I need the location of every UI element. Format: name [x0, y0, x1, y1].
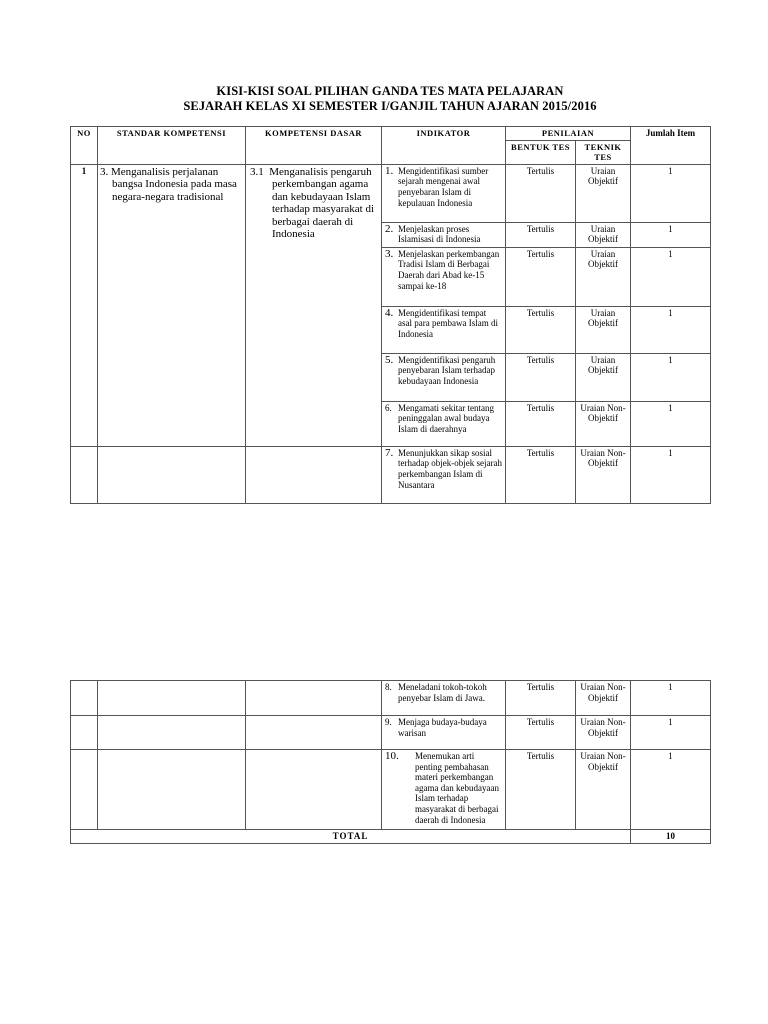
empty-cell	[98, 750, 246, 830]
indicator-text: Mengidentifikasi sumber sejarah mengenai awal penyebaran Islam di kepulauan Indonesia	[398, 165, 489, 208]
indicator-text: Menjaga budaya-budaya warisan	[398, 717, 487, 738]
teknik-tes-cell: Uraian Non-Objektif	[576, 446, 631, 503]
bentuk-tes-cell: Tertulis	[506, 164, 576, 222]
indicator-9	[382, 716, 506, 750]
standar-kompetensi-cell	[98, 164, 246, 446]
total-label: TOTAL	[71, 830, 631, 844]
teknik-tes-cell: Uraian Non-Objektif	[576, 716, 631, 750]
indicator-5	[382, 353, 506, 401]
bentuk-tes-cell: Tertulis	[506, 716, 576, 750]
teknik-tes-cell: Uraian Objektif	[576, 247, 631, 306]
teknik-tes-cell: Uraian Objektif	[576, 222, 631, 247]
indicator-number: 6.	[385, 402, 392, 413]
header-indikator: INDIKATOR	[382, 127, 506, 165]
row-number: 1	[71, 164, 98, 446]
jumlah-item-cell: 1	[631, 681, 711, 716]
jumlah-item-cell: 1	[631, 750, 711, 830]
indicator-8	[382, 681, 506, 716]
indicator-text: Mengamati sekitar tentang peninggalan awal budaya Islam di daerahnya	[398, 402, 494, 434]
indicator-2	[382, 222, 506, 247]
bentuk-tes-cell: Tertulis	[506, 446, 576, 503]
jumlah-item-cell: 1	[631, 353, 711, 401]
jumlah-item-cell: 1	[631, 164, 711, 222]
kompetensi-dasar-cell	[246, 164, 382, 446]
indicator-number: 2.	[385, 222, 394, 235]
standar-number: 3.	[100, 165, 109, 178]
header-teknik-tes: TEKNIK TES	[576, 140, 631, 164]
bentuk-tes-cell: Tertulis	[506, 750, 576, 830]
document-title-line-2: SEJARAH KELAS XI SEMESTER I/GANJIL TAHUN AJARAN 2015/2016	[183, 99, 597, 113]
bentuk-tes-cell: Tertulis	[506, 353, 576, 401]
teknik-tes-cell: Uraian Objektif	[576, 164, 631, 222]
indicator-text: Mengidentifikasi tempat asal para pembawa Islam di Indonesia	[398, 307, 498, 339]
header-penilaian: PENILAIAN	[506, 127, 631, 141]
kompetensi-text: Menganalisis pengaruh perkembangan agama dan kebudayaan Islam terhadap masyarakat di berbagai daerah di Indonesia	[269, 165, 375, 241]
indicator-6	[382, 401, 506, 446]
total-value: 10	[631, 830, 711, 844]
jumlah-item-cell: 1	[631, 222, 711, 247]
bentuk-tes-cell: Tertulis	[506, 401, 576, 446]
indicator-text: Mengidentifikasi pengaruh penyebaran Islam terhadap kebudayaan Indonesia	[398, 354, 496, 386]
empty-cell	[246, 750, 382, 830]
header-kompetensi-dasar: KOMPETENSI DASAR	[246, 127, 382, 165]
bentuk-tes-cell: Tertulis	[506, 222, 576, 247]
jumlah-item-cell: 1	[631, 401, 711, 446]
header-no: NO	[71, 127, 98, 165]
teknik-tes-cell: Uraian Objektif	[576, 306, 631, 353]
header-standar-kompetensi: STANDAR KOMPETENSI	[98, 127, 246, 165]
indicator-4	[382, 306, 506, 353]
empty-cell	[246, 446, 382, 503]
indicator-text: Menjelaskan proses Islamisasi di Indonesia	[398, 223, 481, 245]
jumlah-item-cell: 1	[631, 306, 711, 353]
kisi-kisi-table	[70, 126, 711, 504]
indicator-number: 1.	[385, 164, 394, 177]
indicator-7	[382, 446, 506, 503]
bentuk-tes-cell: Tertulis	[506, 306, 576, 353]
empty-cell	[98, 716, 246, 750]
indicator-number: 10.	[385, 750, 399, 762]
indicator-text: Menemukan arti penting pembahasan materi perkembangan agama dan kebudayaan Islam terhadap masyarakat di berbagai daerah di Indonesia	[415, 751, 499, 825]
indicator-number: 3.	[385, 247, 394, 260]
empty-cell	[246, 681, 382, 716]
indicator-text: Menunjukkan sikap sosial terhadap objek-objek sejarah perkembangan Islam di Nusantara	[398, 447, 502, 490]
indicator-number: 8.	[385, 682, 392, 692]
empty-cell	[71, 681, 98, 716]
standar-text: Menganalisis perjalanan bangsa Indonesia pada masa negara-negara tradisional	[111, 165, 237, 203]
indicator-number: 9.	[385, 717, 392, 727]
indicator-text: Menjelaskan perkembangan Tradisi Islam di Berbagai Daerah dari Abad ke-15 sampai ke-18	[398, 248, 500, 291]
empty-cell	[71, 716, 98, 750]
jumlah-item-cell: 1	[631, 446, 711, 503]
empty-cell	[246, 716, 382, 750]
document-title-line-1: KISI-KISI SOAL PILIHAN GANDA TES MATA PELAJARAN	[216, 84, 564, 98]
indicator-1	[382, 164, 506, 222]
empty-cell	[98, 446, 246, 503]
indicator-3	[382, 247, 506, 306]
teknik-tes-cell: Uraian Non-Objektif	[576, 750, 631, 830]
header-jumlah-item: Jumlah Item	[631, 127, 711, 165]
kisi-kisi-table-continued	[70, 680, 711, 844]
teknik-tes-cell: Uraian Non-Objektif	[576, 401, 631, 446]
indicator-number: 4.	[385, 306, 394, 319]
bentuk-tes-cell: Tertulis	[506, 681, 576, 716]
empty-cell	[71, 446, 98, 503]
teknik-tes-cell: Uraian Objektif	[576, 353, 631, 401]
bentuk-tes-cell: Tertulis	[506, 247, 576, 306]
kompetensi-number: 3.1	[250, 165, 264, 178]
header-bentuk-tes: BENTUK TES	[506, 140, 576, 164]
empty-cell	[98, 681, 246, 716]
indicator-number: 5.	[385, 353, 394, 366]
jumlah-item-cell: 1	[631, 247, 711, 306]
indicator-number: 7.	[385, 446, 394, 459]
indicator-text: Meneladani tokoh-tokoh penyebar Islam di Jawa.	[398, 682, 487, 703]
indicator-10	[382, 750, 506, 830]
jumlah-item-cell: 1	[631, 716, 711, 750]
empty-cell	[71, 750, 98, 830]
teknik-tes-cell: Uraian Non-Objektif	[576, 681, 631, 716]
